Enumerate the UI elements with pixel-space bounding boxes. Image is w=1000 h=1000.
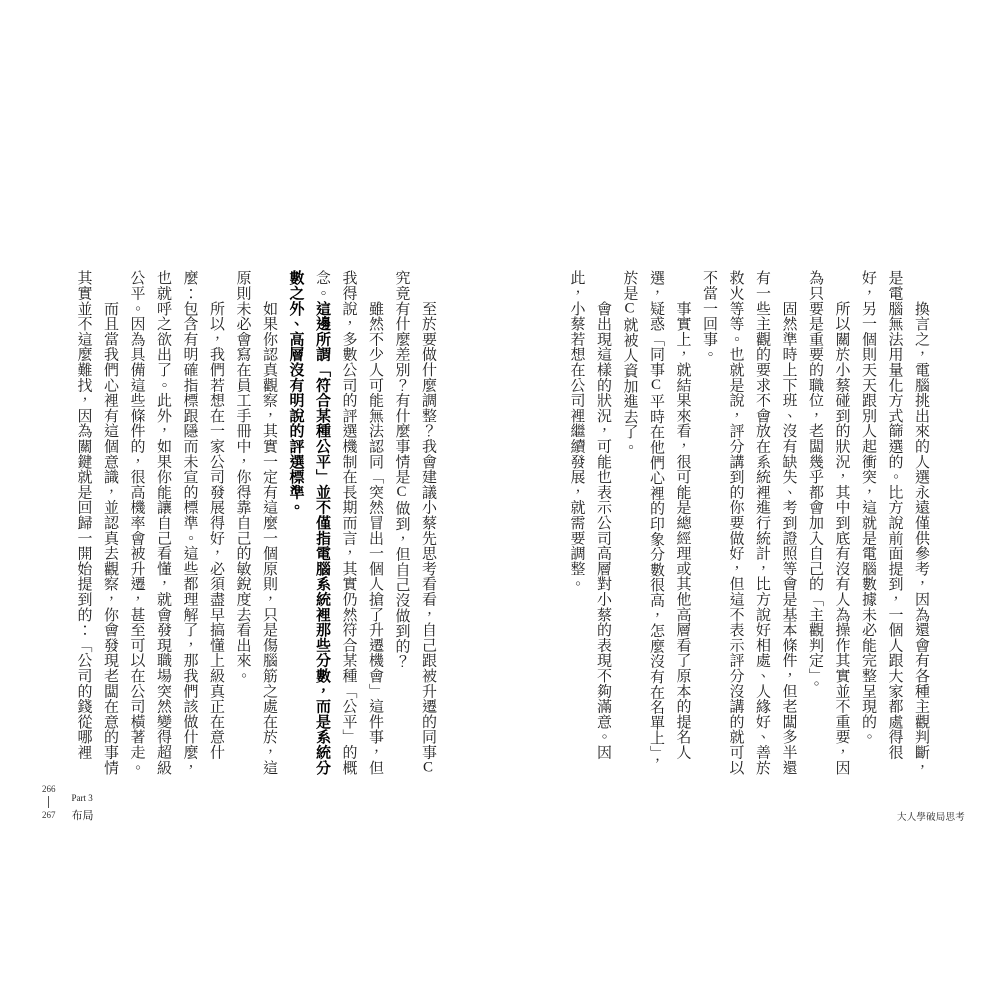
left-page-text [70, 270, 441, 776]
text-column-bold-start: 念。這邊所謂「符合某種公平」並不僅指電腦系統裡那些分數，而是系統分 [314, 270, 330, 775]
book-title: 大人學破局思考 [897, 813, 965, 823]
text-column: 如果你認真觀察，其實一定有這麼一個原則，只是傷腦筋之處在於，這 [261, 270, 277, 775]
text-column: 也就呼之欲出了。此外，如果你能讓自己看懂，就會發現職場突然變得超級 [155, 270, 171, 775]
text-column: 救火等等。也就是說，評分講到的你要做好，但這不表示評分沒講的就可以 [727, 270, 744, 775]
text-column: 固然準時上下班、沒有缺失、考到證照等會是基本條件，但老闆多半還 [780, 270, 797, 775]
page-number-right: 266 [42, 784, 56, 794]
page-number-divider [48, 796, 49, 808]
text-column: 原則未必會寫在員工手冊中，你得靠自己的敏銳度去看出來。 [234, 270, 251, 684]
text-column: 公平。因為具備這些條件的，很高機率會被升遷，甚至可以在公司橫著走。 [128, 270, 145, 775]
text-column: 雖然不少人可能無法認同「突然冒出一個人搶了升遷機會」這件事，但 [367, 270, 383, 775]
text-column: 麼：包含有明確指標跟隱而未宣的標準。這些都理解了，那我們該做什麼， [181, 270, 198, 775]
text-column: 會出現這樣的狀況，可能也表示公司高層對小蔡的表現不夠滿意。因 [595, 270, 611, 760]
text-column: 其實並不這麼難找，因為關鍵就是回歸一開始提到的：「公司的錢從哪裡 [75, 270, 92, 760]
text-column: 此，小蔡若想在公司裡繼續發展，就需要調整。 [568, 270, 585, 592]
text-column: 為只要是重要的職位，老闆幾乎都會加入自己的「主觀判定」。 [807, 270, 823, 691]
text-column: 所以關於小蔡碰到的狀況，其中到底有沒有人為操作其實並不重要，因 [833, 270, 850, 775]
text-column: 有一些主觀的要求不會放在系統裡進行統計，比方說好相處、人緣好、善於 [754, 270, 770, 775]
page-number-left: 267 [42, 810, 56, 820]
text-column: 至於要做什麼調整？我會建議小蔡先思考看看，自己跟被升遷的同事C [420, 270, 436, 776]
text-column: 所以，我們若想在一家公司發展得好，必須盡早搞懂上級真正在意什 [208, 270, 224, 760]
page-numbers [42, 784, 56, 820]
part-info [72, 793, 94, 823]
right-page-footer [897, 809, 965, 823]
part-label: Part 3 [71, 793, 93, 803]
text-column: 究竟有什麼差別？有什麼事情是C做到，但自己沒做到的？ [393, 270, 410, 669]
text-column: 事實上，就結果來看，很可能是總經理或其他高層看了原本的提名人 [674, 270, 691, 760]
text-column-bold: 數之外、高層沒有明說的評選標準。 [287, 270, 304, 515]
right-page-text [563, 270, 934, 775]
text-column: 而且當我們心裡有這個意識，並認真去觀察，你會發現老闆在意的事情 [102, 270, 118, 775]
text-column: 我得說，多數公司的評選機制在長期而言，其實仍然符合某種「公平」的概 [340, 270, 357, 775]
text-column: 換言之，電腦挑出來的人選永遠僅供參考，因為還會有各種主觀判斷， [913, 270, 929, 775]
left-page-footer [42, 784, 94, 823]
text-column: 好，另一個則天天跟別人起衝突，這就是電腦數據未必能完整呈現的。 [860, 270, 876, 745]
text-column: 是電腦無法用量化方式篩選的。比方說前面提到，一個人跟大家都處得很 [886, 270, 903, 760]
text-column: 於是C就被人資加進去了。 [621, 270, 638, 455]
part-title: 布局 [71, 810, 94, 822]
text-column: 選，疑惑「同事C平時在他們心裡的印象分數很高，怎麼沒有在名單上」， [648, 270, 664, 769]
text-column: 不當一回事。 [701, 270, 717, 362]
